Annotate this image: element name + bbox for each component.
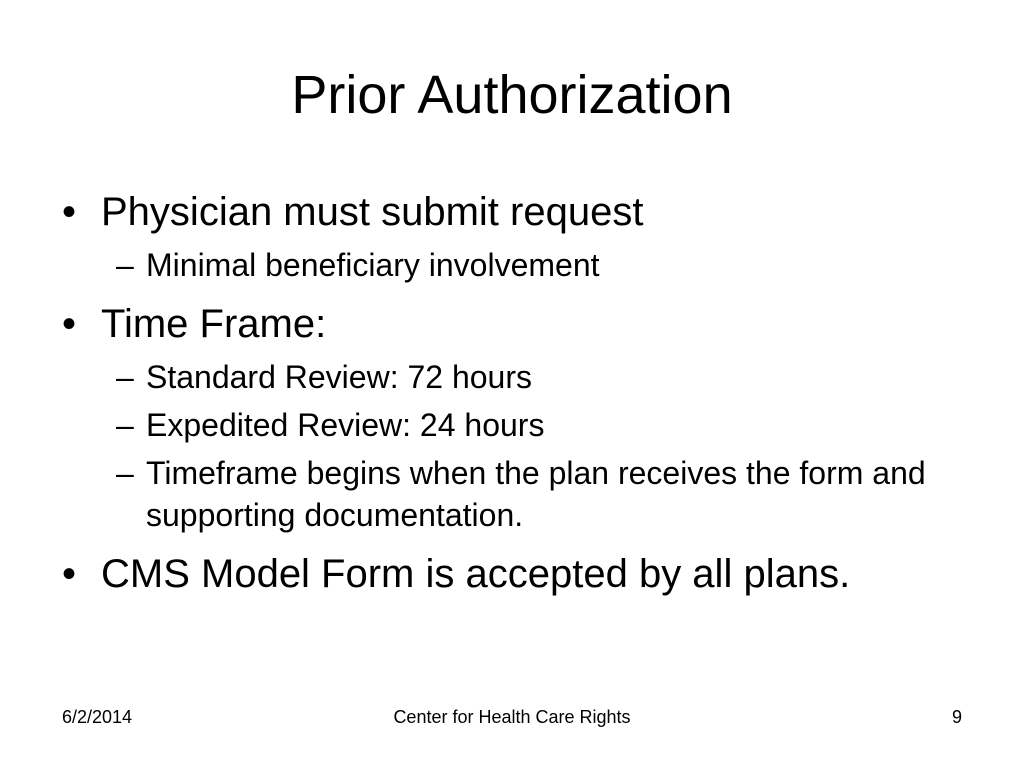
sub-bullet-item — [62, 452, 982, 536]
bullet-item — [62, 298, 982, 350]
bullet-text: Time Frame: — [101, 302, 327, 346]
bullet-marker: • — [62, 302, 77, 346]
bullet-item — [62, 548, 982, 600]
bullet-marker: • — [62, 552, 77, 596]
footer-date: 6/2/2014 — [62, 707, 133, 727]
sub-bullet-text: Timeframe begins when the plan receives the form and supporting documentation. — [146, 455, 926, 533]
sub-bullet-marker: – — [116, 247, 134, 283]
slide-title: Prior Authorization — [291, 65, 733, 125]
footer-organization: Center for Health Care Rights — [393, 707, 631, 727]
sub-bullet-item — [62, 244, 982, 286]
sub-bullet-text: Standard Review: 72 hours — [146, 359, 532, 395]
slide-body — [62, 186, 982, 600]
bullet-text: CMS Model Form is accepted by all plans. — [101, 552, 851, 596]
sub-bullet-marker: – — [116, 359, 134, 395]
sub-bullet-text: Minimal beneficiary involvement — [146, 247, 600, 283]
footer-page-number: 9 — [951, 707, 962, 727]
sub-bullet-marker: – — [116, 407, 134, 443]
sub-bullet-item — [62, 404, 982, 446]
sub-bullet-item — [62, 356, 982, 398]
sub-bullet-marker: – — [116, 455, 134, 491]
bullet-item — [62, 186, 982, 238]
bullet-marker: • — [62, 190, 77, 234]
bullet-text: Physician must submit request — [101, 190, 644, 234]
sub-bullet-text: Expedited Review: 24 hours — [146, 407, 545, 443]
